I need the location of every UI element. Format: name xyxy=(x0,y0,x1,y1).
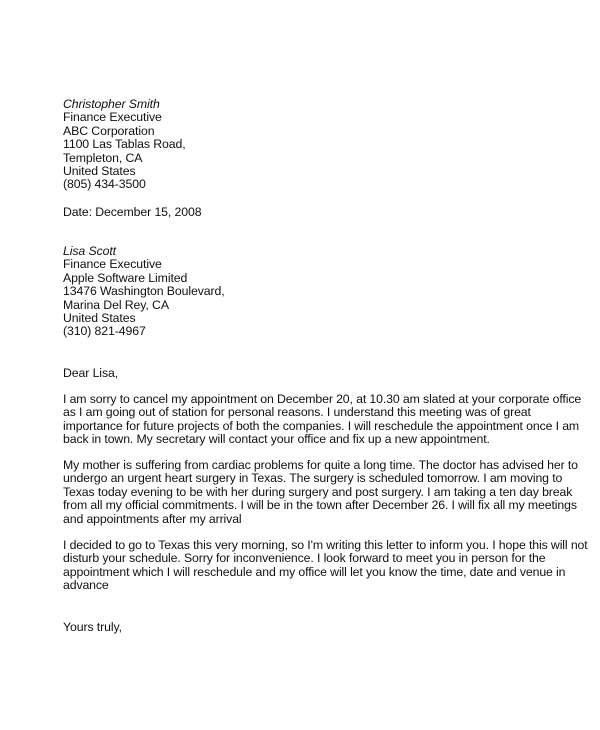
sender-name: Christopher Smith xyxy=(63,97,160,111)
recipient-company: Apple Software Limited xyxy=(63,270,188,285)
paragraph-line: appointment which I will reschedule and my office will let you know the time, date and venue in xyxy=(63,564,566,579)
paragraph-line: importance for future projects of both the companies. I will reschedule the appointment once I am xyxy=(63,418,580,433)
salutation: Dear Lisa, xyxy=(63,366,119,380)
paragraph-line: from all my official commitments. I will be in the town after December 26. I will fix all my meetings xyxy=(63,498,577,513)
sender-phone: (805) 434-3500 xyxy=(63,177,146,192)
paragraph-line: undergo an urgent heart surgery in Texas. The surgery is scheduled tomorrow. I am moving to xyxy=(63,471,563,486)
sender-country: United States xyxy=(63,164,136,179)
recipient-phone: (310) 821-4967 xyxy=(63,324,146,339)
body-paragraph-3 xyxy=(63,539,588,593)
recipient-address xyxy=(63,245,225,339)
paragraph-line: as I am going out of station for personal reasons. I understand this meeting was of great xyxy=(63,405,531,420)
paragraph-line: My mother is suffering from cardiac problems for quite a long time. The doctor has advised her to xyxy=(63,458,578,472)
paragraph-line: I am sorry to cancel my appointment on December 20, at 10.30 am slated at your corporate office xyxy=(63,392,582,406)
paragraph-line: back in town. My secretary will contact your office and fix up a new appointment. xyxy=(63,432,490,447)
sender-street: 1100 Las Tablas Road, xyxy=(63,137,186,152)
paragraph-line: I decided to go to Texas this very morning, so I'm writing this letter to inform you. I hope this will not xyxy=(63,538,588,552)
recipient-country: United States xyxy=(63,311,136,326)
sender-title: Finance Executive xyxy=(63,110,162,125)
body-paragraph-2 xyxy=(63,459,578,526)
letter-date: Date: December 15, 2008 xyxy=(63,205,202,219)
recipient-street: 13476 Washington Boulevard, xyxy=(63,284,225,299)
sender-address xyxy=(63,98,186,192)
paragraph-line: disturb your schedule. Sorry for inconvenience. I look forward to meet you in person for the xyxy=(63,551,546,566)
recipient-name: Lisa Scott xyxy=(63,244,116,258)
sender-company: ABC Corporation xyxy=(63,123,155,138)
sender-city: Templeton, CA xyxy=(63,150,143,165)
paragraph-line: Texas today evening to be with her during surgery and post surgery. I am taking a ten day break xyxy=(63,484,573,499)
recipient-city: Marina Del Rey, CA xyxy=(63,297,169,312)
closing: Yours truly, xyxy=(63,620,122,634)
body-paragraph-1 xyxy=(63,393,581,447)
paragraph-line: advance xyxy=(63,578,109,593)
recipient-title: Finance Executive xyxy=(63,257,162,272)
paragraph-line: and appointments after my arrival xyxy=(63,511,242,526)
